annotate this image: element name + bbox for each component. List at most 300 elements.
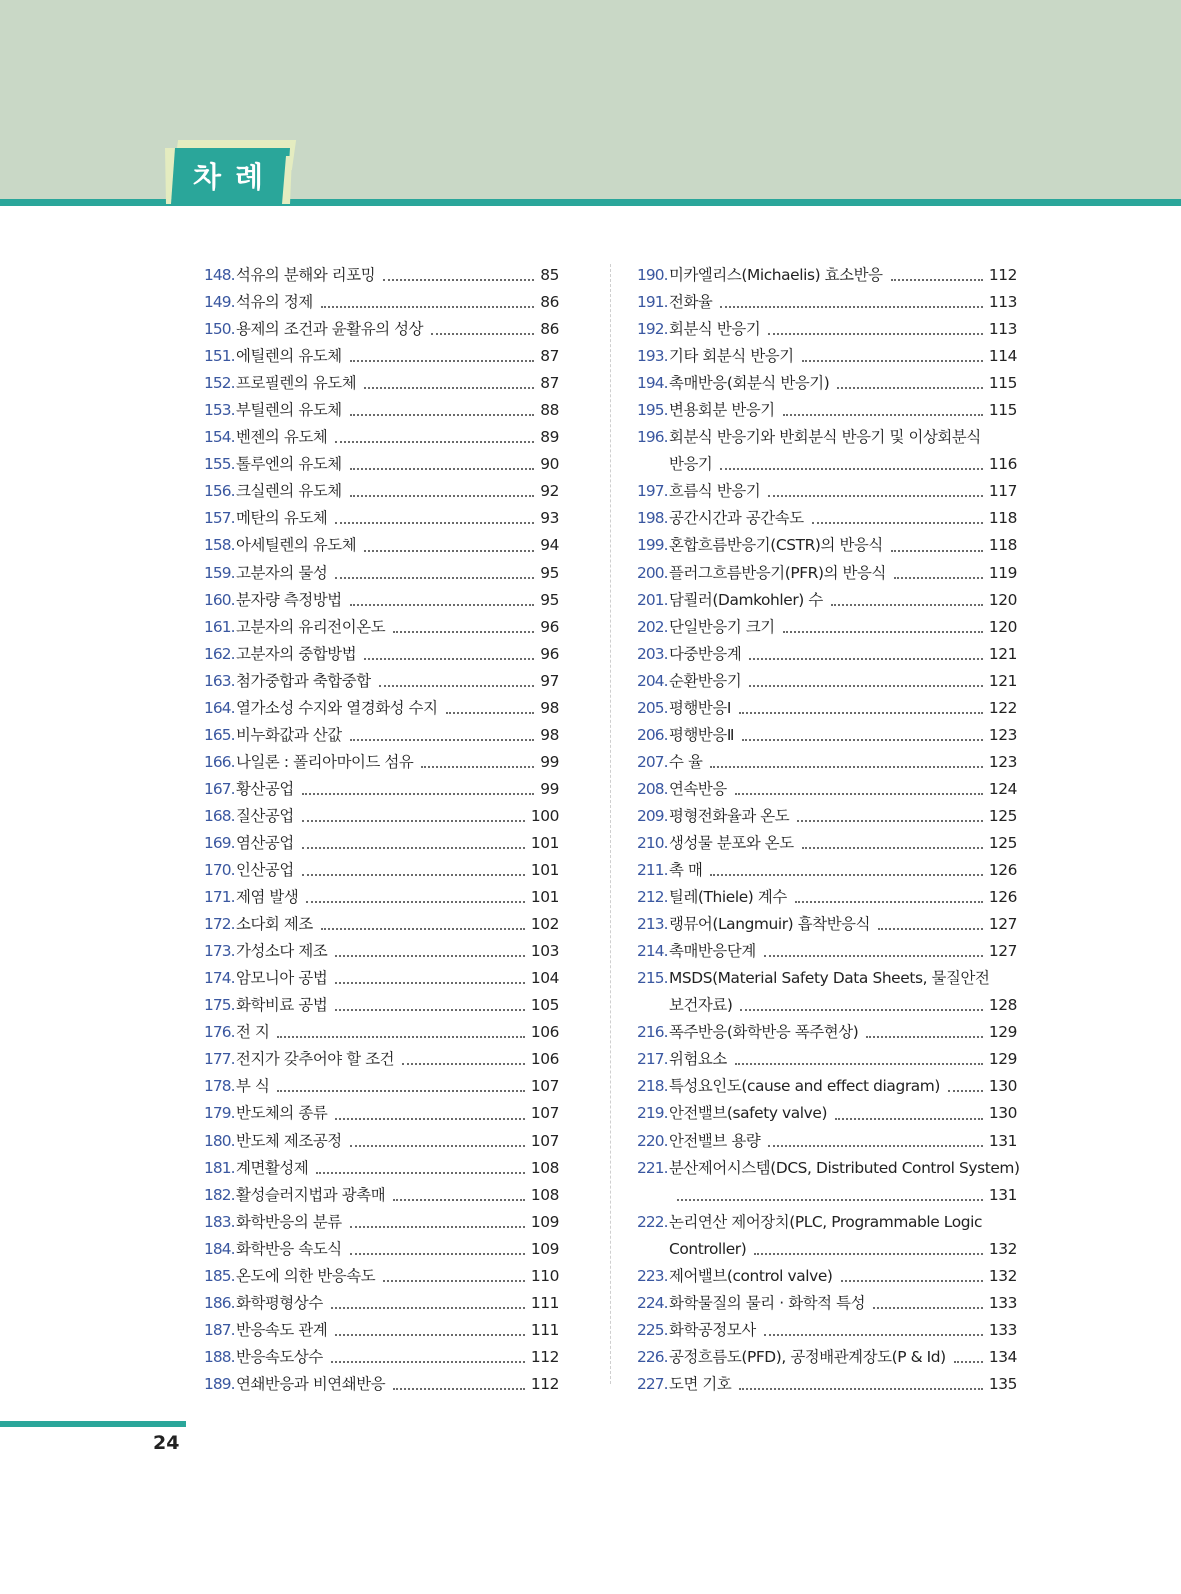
toc-entry-page: 87 — [540, 347, 559, 366]
toc-entry[interactable] — [637, 803, 1017, 830]
toc-leader-dots — [331, 1361, 525, 1363]
toc-entry-row — [669, 1182, 1017, 1209]
toc-entry-row — [236, 776, 559, 803]
toc-entry[interactable] — [637, 532, 1017, 559]
toc-entry-number: 150. — [204, 320, 235, 339]
toc-entry[interactable] — [637, 1344, 1017, 1371]
toc-entry-page: 104 — [530, 969, 559, 988]
toc-entry-number: 197. — [637, 482, 668, 501]
toc-entry-title: 평형전화율과 온도 — [669, 806, 790, 825]
toc-entry[interactable] — [204, 722, 559, 749]
toc-entry-body — [669, 262, 1017, 289]
toc-entry-row — [669, 1128, 1017, 1155]
toc-entry-number: 222. — [637, 1212, 668, 1231]
toc-entry-page: 125 — [988, 833, 1017, 852]
toc-entry-row — [236, 478, 559, 505]
toc-entry-row — [669, 451, 1017, 478]
toc-leader-dots — [331, 1307, 525, 1309]
toc-leader-dots — [393, 1388, 525, 1390]
toc-entry-row — [669, 587, 1017, 614]
toc-entry-number: 149. — [204, 293, 235, 312]
toc-entry-title: 랭뮤어(Langmuir) 흡착반응식 — [669, 915, 871, 934]
toc-entry[interactable] — [637, 478, 1017, 505]
toc-leader-dots — [831, 604, 983, 606]
toc-entry-row — [236, 1236, 559, 1263]
toc-entry-body — [669, 884, 1017, 911]
toc-entry[interactable] — [637, 722, 1017, 749]
toc-entry[interactable] — [637, 776, 1017, 803]
toc-entry[interactable] — [204, 1344, 559, 1371]
toc-entry-number: 165. — [204, 725, 235, 744]
toc-entry-number: 170. — [204, 861, 235, 880]
toc-entry-number: 223. — [637, 1266, 668, 1285]
toc-entry-row — [669, 1371, 1017, 1398]
toc-entry-row — [669, 830, 1017, 857]
toc-leader-dots — [350, 1253, 525, 1255]
toc-entry[interactable] — [637, 1100, 1017, 1127]
toc-entry-number: 156. — [204, 482, 235, 501]
toc-entry-number: 218. — [637, 1077, 668, 1096]
toc-entry-page: 107 — [530, 1131, 559, 1150]
toc-entry-body — [236, 478, 559, 505]
toc-entry[interactable] — [204, 695, 559, 722]
toc-entry-title: 평행반응Ⅱ — [669, 725, 735, 744]
toc-entry-number: 204. — [637, 671, 668, 690]
toc-entry-body — [669, 1317, 1017, 1344]
toc-entry-number: 186. — [204, 1293, 235, 1312]
toc-entry-number: 225. — [637, 1320, 668, 1339]
toc-entry-row — [669, 1317, 1017, 1344]
toc-entry-title: 특성요인도(cause and effect diagram) — [669, 1077, 940, 1096]
toc-leader-dots — [739, 1388, 982, 1390]
toc-entry-title: 프로필렌의 유도체 — [236, 374, 357, 393]
toc-entry-row — [669, 343, 1017, 370]
toc-leader-dots — [302, 847, 525, 849]
toc-entry[interactable] — [637, 316, 1017, 343]
toc-entry-row — [236, 587, 559, 614]
toc-entry-title: 활성슬러지법과 광촉매 — [236, 1185, 386, 1204]
toc-entry-number: 158. — [204, 536, 235, 555]
toc-entry[interactable] — [204, 1263, 559, 1290]
toc-entry[interactable] — [637, 587, 1017, 614]
toc-entry-number: 157. — [204, 509, 235, 528]
toc-leader-dots — [764, 1334, 983, 1336]
toc-entry-page: 121 — [988, 644, 1017, 663]
toc-entry-title: 석유의 정제 — [236, 293, 313, 312]
toc-entry-row — [236, 938, 559, 965]
toc-entry[interactable] — [204, 343, 559, 370]
toc-entry-page: 105 — [530, 996, 559, 1015]
toc-entry-number: 167. — [204, 779, 235, 798]
toc-entry[interactable] — [204, 668, 559, 695]
toc-entry[interactable] — [204, 1128, 559, 1155]
toc-leader-dots — [720, 306, 982, 308]
toc-leader-dots — [878, 928, 983, 930]
toc-entry[interactable] — [204, 614, 559, 641]
toc-entry[interactable] — [204, 1182, 559, 1209]
toc-entry[interactable] — [204, 992, 559, 1019]
toc-leader-dots — [841, 1280, 983, 1282]
toc-leader-dots — [335, 522, 534, 524]
toc-leader-dots — [321, 928, 525, 930]
toc-entry-body — [236, 1073, 559, 1100]
toc-entry-row — [236, 1128, 559, 1155]
toc-entry-page: 86 — [540, 293, 559, 312]
toc-entry-body — [236, 397, 559, 424]
toc-entry[interactable] — [637, 641, 1017, 668]
toc-entry-number: 215. — [637, 969, 668, 988]
toc-entry-body — [236, 560, 559, 587]
toc-entry[interactable] — [204, 424, 559, 451]
toc-entry-number: 210. — [637, 833, 668, 852]
toc-entry-title: 안전밸브(safety valve) — [669, 1104, 828, 1123]
toc-entry-body — [236, 587, 559, 614]
toc-leader-dots — [335, 955, 525, 957]
toc-leader-dots — [393, 631, 534, 633]
toc-entry-page: 124 — [988, 779, 1017, 798]
toc-entry-title: 단일반응기 크기 — [669, 617, 775, 636]
toc-column-left — [204, 262, 559, 1398]
toc-entry-body — [236, 1128, 559, 1155]
toc-entry[interactable] — [637, 289, 1017, 316]
toc-entry-number: 219. — [637, 1104, 668, 1123]
toc-entry-body — [236, 1290, 559, 1317]
toc-entry[interactable] — [637, 668, 1017, 695]
toc-leader-dots — [740, 1009, 982, 1011]
toc-entry-row — [669, 668, 1017, 695]
toc-entry-row — [236, 343, 559, 370]
toc-entry[interactable] — [637, 397, 1017, 424]
toc-entry-body — [236, 857, 559, 884]
toc-entry[interactable] — [204, 316, 559, 343]
toc-entry-body — [669, 938, 1017, 965]
toc-entry-title: 논리연산 제어장치(PLC, Programmable Logic — [669, 1212, 983, 1231]
toc-entry-body — [236, 424, 559, 451]
toc-entry-page: 120 — [988, 590, 1017, 609]
toc-entry-page: 99 — [540, 779, 559, 798]
toc-entry[interactable] — [637, 1317, 1017, 1344]
toc-entry[interactable] — [204, 289, 559, 316]
toc-entry-page: 132 — [988, 1239, 1017, 1258]
toc-leader-dots — [783, 631, 983, 633]
toc-entry-row — [669, 884, 1017, 911]
toc-entry[interactable] — [637, 1371, 1017, 1398]
toc-entry-body — [669, 668, 1017, 695]
toc-entry-row — [236, 1182, 559, 1209]
toc-entry[interactable] — [204, 451, 559, 478]
toc-leader-dots — [364, 550, 534, 552]
toc-entry[interactable] — [204, 532, 559, 559]
toc-entry-page: 131 — [988, 1131, 1017, 1150]
toc-leader-dots — [350, 1226, 525, 1228]
toc-entry-body — [236, 370, 559, 397]
toc-entry[interactable] — [637, 424, 1017, 478]
toc-entry[interactable] — [637, 1209, 1017, 1263]
toc-entry-row — [236, 262, 559, 289]
toc-entry[interactable] — [637, 884, 1017, 911]
toc-entry-title: 고분자의 물성 — [236, 563, 328, 582]
toc-entry-body — [236, 776, 559, 803]
toc-entry-row — [669, 776, 1017, 803]
toc-entry-page: 101 — [530, 861, 559, 880]
toc-entry-title: 분자량 측정방법 — [236, 590, 342, 609]
toc-leader-dots — [383, 1280, 525, 1282]
toc-entry[interactable] — [204, 262, 559, 289]
toc-entry[interactable] — [637, 370, 1017, 397]
toc-entry-number: 191. — [637, 293, 668, 312]
toc-entry-body — [236, 505, 559, 532]
toc-entry-body — [236, 1046, 559, 1073]
toc-leader-dots — [720, 468, 982, 470]
toc-leader-dots — [350, 360, 534, 362]
toc-entry[interactable] — [204, 505, 559, 532]
toc-entry[interactable] — [204, 1371, 559, 1398]
toc-leader-dots — [335, 441, 534, 443]
toc-entry-number: 160. — [204, 590, 235, 609]
toc-leader-dots — [710, 874, 982, 876]
toc-entry-number: 177. — [204, 1050, 235, 1069]
toc-entry[interactable] — [637, 749, 1017, 776]
toc-entry-row — [669, 370, 1017, 397]
toc-entry-body — [236, 911, 559, 938]
toc-entry[interactable] — [204, 587, 559, 614]
toc-entry-title: 분산제어시스템(DCS, Distributed Control System) — [669, 1158, 1020, 1177]
toc-entry-page: 103 — [530, 942, 559, 961]
toc-entry-page: 112 — [530, 1347, 559, 1366]
toc-entry-body — [236, 532, 559, 559]
toc-entry-body — [236, 884, 559, 911]
toc-entry[interactable] — [204, 1290, 559, 1317]
toc-entry-body — [236, 1317, 559, 1344]
toc-entry-title: 반응속도상수 — [236, 1347, 323, 1366]
toc-entry-number: 220. — [637, 1131, 668, 1150]
toc-entry[interactable] — [204, 478, 559, 505]
toc-entry-number: 180. — [204, 1131, 235, 1150]
toc-entry-row — [236, 722, 559, 749]
toc-entry[interactable] — [204, 911, 559, 938]
toc-entry-page: 127 — [988, 915, 1017, 934]
toc-entry-row — [236, 1344, 559, 1371]
toc-entry-page: 108 — [530, 1185, 559, 1204]
toc-entry-number: 171. — [204, 888, 235, 907]
toc-entry-title: 제염 발생 — [236, 888, 299, 907]
toc-entry-row — [669, 938, 1017, 965]
toc-entry-page: 109 — [530, 1212, 559, 1231]
toc-entry[interactable] — [204, 370, 559, 397]
toc-entry-title: 공간시간과 공간속도 — [669, 509, 804, 528]
toc-entry[interactable] — [204, 1100, 559, 1127]
toc-leader-dots — [891, 279, 983, 281]
toc-entry-title-continued: 보건자료) — [669, 996, 733, 1015]
toc-leader-dots — [768, 333, 983, 335]
toc-entry-row — [236, 1073, 559, 1100]
toc-entry-page: 99 — [540, 752, 559, 771]
toc-entry[interactable] — [637, 911, 1017, 938]
toc-entry-body — [669, 803, 1017, 830]
toc-entry[interactable] — [204, 1046, 559, 1073]
toc-entry[interactable] — [637, 1046, 1017, 1073]
toc-entry-page: 108 — [530, 1158, 559, 1177]
toc-entry[interactable] — [204, 857, 559, 884]
toc-entry[interactable] — [204, 1209, 559, 1236]
toc-entry-page: 131 — [988, 1185, 1017, 1204]
toc-entry-page: 94 — [540, 536, 559, 555]
toc-leader-dots — [321, 306, 534, 308]
toc-entry-page: 102 — [530, 915, 559, 934]
toc-entry-page: 123 — [988, 752, 1017, 771]
toc-entry-body — [669, 1344, 1017, 1371]
toc-entry[interactable] — [204, 965, 559, 992]
toc-entry-page: 101 — [530, 833, 559, 852]
toc-entry-row — [236, 289, 559, 316]
toc-leader-dots — [735, 793, 983, 795]
toc-entry[interactable] — [637, 965, 1017, 1019]
toc-entry-page: 113 — [988, 293, 1017, 312]
toc-entry[interactable] — [637, 1290, 1017, 1317]
toc-entry[interactable] — [204, 1236, 559, 1263]
toc-entry-row — [669, 397, 1017, 424]
toc-entry[interactable] — [637, 830, 1017, 857]
toc-entry-page: 133 — [988, 1320, 1017, 1339]
toc-entry-title: 전지가 갖추어야 할 조건 — [236, 1050, 395, 1069]
toc-entry[interactable] — [637, 938, 1017, 965]
toc-entry-title: 순환반응기 — [669, 671, 742, 690]
toc-entry-page: 95 — [540, 590, 559, 609]
toc-entry-row — [236, 397, 559, 424]
toc-entry[interactable] — [204, 641, 559, 668]
toc-entry[interactable] — [637, 1019, 1017, 1046]
toc-entry-page: 129 — [988, 1050, 1017, 1069]
toc-leader-dots — [954, 1361, 983, 1363]
toc-entry-number: 209. — [637, 806, 668, 825]
page-title: 차 례 — [192, 160, 266, 194]
toc-entry-body — [236, 343, 559, 370]
toc-entry[interactable] — [204, 884, 559, 911]
toc-entry[interactable] — [204, 803, 559, 830]
toc-entry-row — [669, 911, 1017, 938]
toc-entry[interactable] — [204, 397, 559, 424]
toc-leader-dots — [302, 820, 525, 822]
toc-leader-dots — [749, 685, 982, 687]
toc-entry[interactable] — [204, 1155, 559, 1182]
toc-entry-body — [669, 1046, 1017, 1073]
toc-leader-dots — [894, 577, 983, 579]
toc-entry-body — [669, 424, 1017, 478]
toc-entry-number: 189. — [204, 1374, 235, 1393]
toc-entry[interactable] — [204, 830, 559, 857]
toc-entry-number: 211. — [637, 861, 668, 880]
toc-entry-title: 화학평형상수 — [236, 1293, 323, 1312]
toc-entry[interactable] — [637, 614, 1017, 641]
toc-entry[interactable] — [204, 776, 559, 803]
toc-entry-title: 담쾰러(Damkohler) 수 — [669, 590, 823, 609]
toc-entry[interactable] — [204, 1073, 559, 1100]
toc-entry[interactable] — [637, 1155, 1020, 1209]
toc-entry-row — [669, 722, 1017, 749]
toc-entry-body — [236, 1209, 559, 1236]
toc-entry[interactable] — [637, 560, 1017, 587]
toc-entry-row — [236, 316, 559, 343]
toc-entry-body — [669, 1073, 1017, 1100]
toc-entry-number: 224. — [637, 1293, 668, 1312]
toc-entry-title: MSDS(Material Safety Data Sheets, 물질안전 — [669, 969, 990, 988]
toc-entry[interactable] — [637, 857, 1017, 884]
toc-entry-number: 205. — [637, 698, 668, 717]
toc-entry[interactable] — [637, 1263, 1017, 1290]
toc-entry-number: 152. — [204, 374, 235, 393]
toc-entry-title: 화학반응의 분류 — [236, 1212, 342, 1231]
toc-entry[interactable] — [637, 1073, 1017, 1100]
toc-entry-body — [669, 1290, 1017, 1317]
toc-entry-number: 169. — [204, 833, 235, 852]
toc-entry-number: 200. — [637, 563, 668, 582]
toc-entry-number: 188. — [204, 1347, 235, 1366]
toc-leader-dots — [402, 1063, 525, 1065]
toc-entry-body — [236, 316, 559, 343]
toc-entry-number: 212. — [637, 888, 668, 907]
toc-entry-row — [236, 749, 559, 776]
toc-entry-body — [236, 722, 559, 749]
toc-entry[interactable] — [204, 560, 559, 587]
toc-entry[interactable] — [637, 505, 1017, 532]
toc-entry-title: 인산공업 — [236, 861, 294, 880]
toc-leader-dots — [335, 1118, 525, 1120]
toc-entry-body — [236, 1344, 559, 1371]
toc-entry-number: 162. — [204, 644, 235, 663]
toc-entry[interactable] — [204, 1317, 559, 1344]
toc-entry-body — [669, 1371, 1017, 1398]
toc-entry[interactable] — [637, 695, 1017, 722]
toc-entry-title: 용제의 조건과 윤활유의 성상 — [236, 320, 424, 339]
toc-entry-body — [236, 1155, 559, 1182]
toc-entry-page: 114 — [988, 347, 1017, 366]
toc-entry-title: 크실렌의 유도체 — [236, 482, 342, 501]
toc-entry[interactable] — [204, 749, 559, 776]
toc-entry-body — [669, 289, 1017, 316]
toc-entry-page: 112 — [530, 1374, 559, 1393]
toc-leader-dots — [812, 522, 983, 524]
toc-leader-dots — [364, 387, 534, 389]
toc-leader-dots — [783, 414, 983, 416]
toc-entry-title: 첨가중합과 축합중합 — [236, 671, 371, 690]
toc-leader-dots — [379, 685, 535, 687]
toc-entry-number: 214. — [637, 942, 668, 961]
toc-entry[interactable] — [637, 343, 1017, 370]
toc-entry-body — [236, 1236, 559, 1263]
toc-entry-body — [669, 1019, 1017, 1046]
toc-entry[interactable] — [637, 1128, 1017, 1155]
toc-entry-page: 130 — [988, 1104, 1017, 1123]
toc-entry-row — [669, 695, 1017, 722]
toc-entry-page: 111 — [530, 1320, 559, 1339]
toc-entry-row — [669, 641, 1017, 668]
toc-leader-dots — [866, 1036, 983, 1038]
toc-leader-dots — [383, 279, 534, 281]
toc-entry-page: 113 — [988, 320, 1017, 339]
toc-entry[interactable] — [637, 262, 1017, 289]
toc-leader-dots — [277, 1036, 524, 1038]
toc-entry-body — [236, 938, 559, 965]
toc-entry-body — [669, 532, 1017, 559]
toc-entry-body — [236, 830, 559, 857]
toc-entry-page: 107 — [530, 1077, 559, 1096]
toc-entry-page: 117 — [988, 482, 1017, 501]
toc-entry[interactable] — [204, 938, 559, 965]
toc-entry-body — [236, 1019, 559, 1046]
toc-entry[interactable] — [204, 1019, 559, 1046]
toc-entry-body — [669, 343, 1017, 370]
toc-entry-number: 164. — [204, 698, 235, 717]
